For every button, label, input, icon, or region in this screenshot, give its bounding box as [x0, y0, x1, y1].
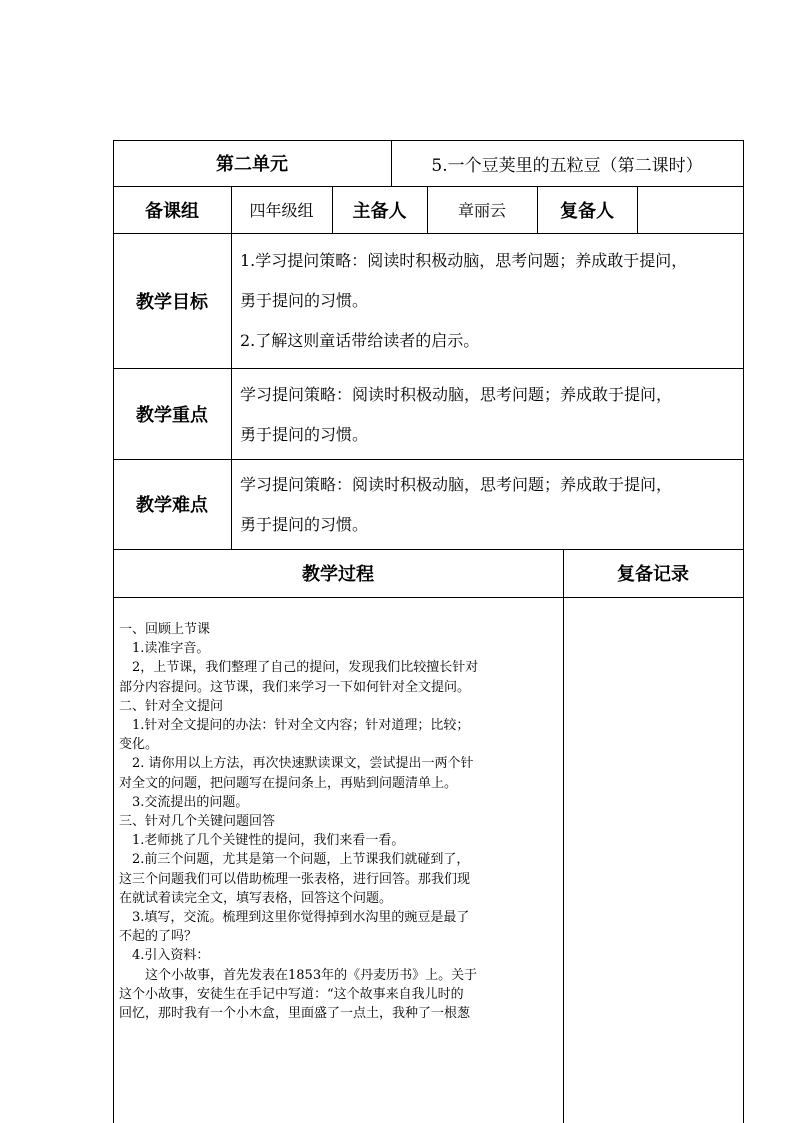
- process-line: 在就试着读完全文，填写表格，回答这个问题。: [119, 890, 393, 906]
- process-line: 回忆，那时我有一个小木盒，里面盛了一点土，我种了一根葱: [119, 1006, 471, 1022]
- process-line: 3.交流提出的问题。: [119, 794, 249, 810]
- process-heading: 教学过程: [302, 564, 374, 585]
- objectives-line: 2.了解这则童话带给读者的启示。: [240, 331, 480, 350]
- lesson-title: 5.一个豆荚里的五粒豆（第二课时）: [431, 155, 703, 176]
- process-line: 3.填写，交流。梳理到这里你觉得掉到水沟里的豌豆是最了: [119, 910, 470, 926]
- process-line: 4.引入资料：: [119, 948, 210, 964]
- difficulties-label: 教学难点: [136, 495, 208, 516]
- key-points-line: 勇于提问的习惯。: [240, 425, 369, 444]
- process-line: 1.针对全文提问的办法：针对全文内容；针对道理；比较；: [119, 718, 470, 734]
- process-line: 三、针对几个关键问题回答: [119, 814, 276, 830]
- reviewer-label: 复备人: [560, 200, 614, 222]
- key-points-line: 学习提问策略：阅读时积极动脑，思考问题；养成敢于提问，: [240, 385, 673, 404]
- process-line: 2，上节课，我们整理了自己的提问，发现我们比较擅长针对: [119, 660, 479, 676]
- lead-preparer-label: 主备人: [352, 200, 407, 222]
- process-content: [119, 620, 561, 1023]
- objectives-content: [240, 241, 740, 361]
- table-border-right: [743, 140, 744, 1123]
- prep-group-label: 备课组: [145, 200, 199, 222]
- reviewer-value: [637, 186, 743, 233]
- prep-group-value: 四年级组: [249, 201, 314, 220]
- objectives-line: 勇于提问的习惯。: [240, 291, 369, 310]
- process-line: 变化。: [119, 737, 159, 753]
- process-line: 对全文的问题，把问题写在提问条上，再贴到问题清单上。: [119, 775, 458, 791]
- key-points-content: [240, 375, 740, 455]
- objectives-label: 教学目标: [136, 291, 208, 313]
- process-line: 1.老师挑了几个关键性的提问，我们来看一看。: [119, 833, 405, 849]
- process-line: 不起的了吗？: [119, 929, 198, 945]
- process-line: 1.读准字音。: [119, 641, 210, 657]
- difficulties-line: 学习提问策略：阅读时积极动脑，思考问题；养成敢于提问，: [240, 475, 673, 494]
- process-line: 一、回顾上节课: [119, 622, 211, 637]
- process-line: 这三个问题我们可以借助梳理一张表格，进行回答。那我们现: [119, 871, 471, 887]
- process-line: 这个小故事，首先发表在1853年的《丹麦历书》上。关于: [119, 967, 478, 983]
- process-line: 这个小故事，安徒生在手记中写道：“这个故事来自我儿时的: [119, 986, 464, 1002]
- process-line: 二、针对全文提问: [119, 698, 224, 714]
- process-line: 2.前三个问题，尤其是第一个问题，上节课我们就碰到了，: [119, 852, 470, 868]
- objectives-line: 1.学习提问策略：阅读时积极动脑，思考问题；养成敢于提问，: [240, 251, 688, 270]
- review-record-area: [564, 598, 743, 1123]
- key-points-label: 教学重点: [136, 404, 208, 426]
- difficulties-line: 勇于提问的习惯。: [240, 515, 369, 534]
- difficulties-content: [240, 465, 740, 545]
- unit-title: 第二单元: [216, 154, 288, 175]
- process-line: 部分内容提问。这节课，我们来学习一下如何针对全文提问。: [119, 679, 471, 695]
- lead-preparer-value: 章丽云: [457, 201, 506, 220]
- review-record-heading: 复备记录: [617, 564, 689, 585]
- col-divider-prep-1: [231, 186, 232, 549]
- process-line: 2. 请你用以上方法，再次快速默读课文，尝试提出一两个针: [119, 756, 474, 772]
